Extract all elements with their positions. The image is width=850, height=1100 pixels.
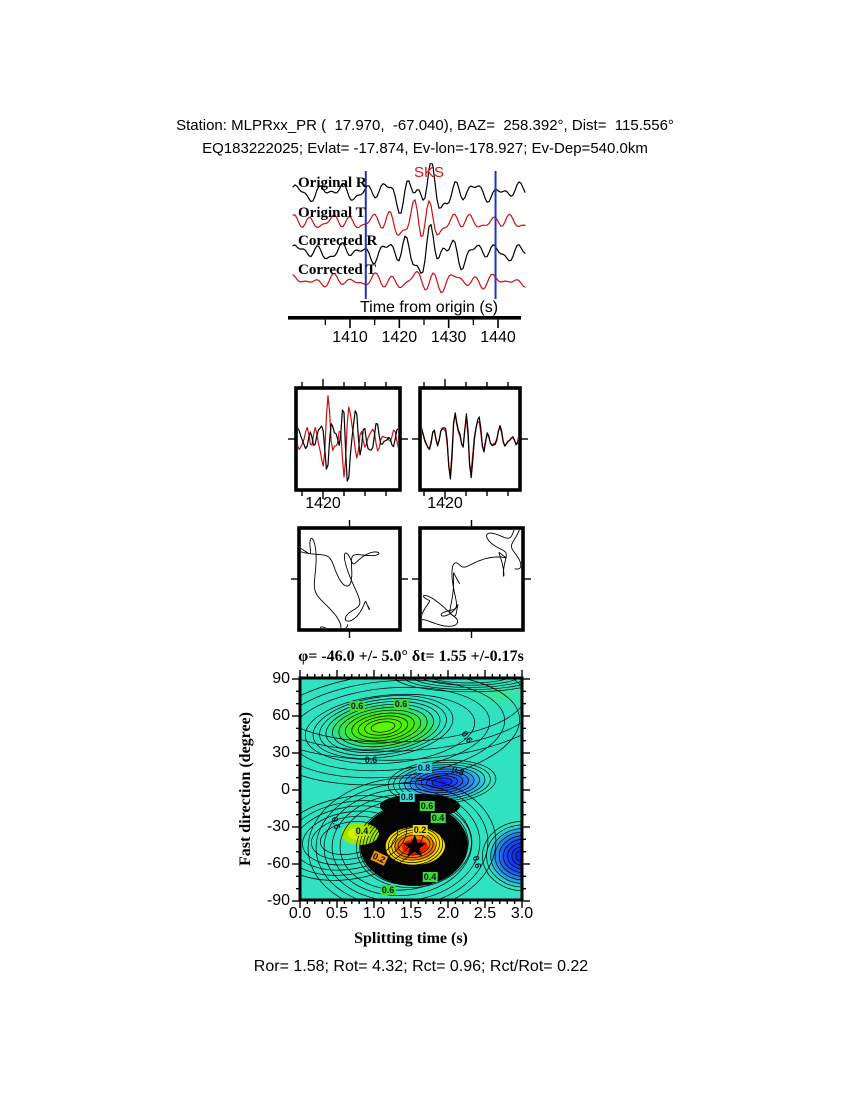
contour-xtick-label: 0.0	[288, 905, 312, 922]
station-title-line: Station: MLPRxx_PR ( 17.970, -67.040), BAZ= 258.392°, Dist= 115.556°	[176, 117, 674, 134]
contour-title: φ= -46.0 +/- 5.0° δt= 1.55 +/-0.17s	[298, 648, 524, 665]
time-axis-tick-label: 1440	[480, 329, 516, 346]
contour-level-label: 0.6	[364, 755, 378, 765]
zoom-right-tick-label: 1420	[427, 495, 463, 512]
particle-motion-box-1	[420, 528, 523, 630]
stats-line: Ror= 1.58; Rot= 4.32; Rct= 0.96; Rct/Rot= 0.22	[253, 958, 589, 975]
trace-label-corrected-r: Corrected R	[298, 233, 378, 249]
contour-level-label: 0.2	[371, 850, 387, 866]
contour-level-label: 0.4	[423, 872, 437, 882]
time-axis	[288, 316, 521, 328]
contour-ytick-label: 0	[281, 781, 290, 798]
contour-level-label: 0.8	[400, 792, 414, 802]
contour-ytick-label: 30	[272, 744, 290, 761]
contour-ytick-label: -60	[266, 855, 290, 872]
contour-xtick-label: 1.0	[362, 905, 386, 922]
particle-motion-content-1	[418, 519, 521, 632]
zoom-wave-content-1	[420, 413, 519, 479]
contour-ytick-label: -30	[266, 818, 290, 835]
contour-ytick-label: 90	[272, 670, 290, 687]
contour-level-label: 0.6	[350, 701, 364, 711]
contour-xtick-label: 1.5	[399, 905, 423, 922]
contour-level-label: 0.2	[413, 825, 427, 835]
contour-xtick-label: 0.5	[325, 905, 349, 922]
phase-label-sks: SKS	[413, 164, 445, 181]
contour-level-label: 0.6	[459, 729, 475, 745]
zoom-wave-box-0	[296, 388, 400, 490]
contour-level-label: 0.4	[431, 813, 445, 823]
contour-ytick-label: -90	[266, 892, 290, 909]
contour-level-label: 0.6	[420, 801, 434, 811]
contour-level-label: 0.6	[470, 854, 484, 870]
contour-level-label: 0.8	[450, 764, 466, 778]
trace-label-corrected-t: Corrected T	[298, 262, 377, 278]
green-maximum-blob	[321, 701, 445, 753]
time-axis-label: Time from origin (s)	[359, 299, 499, 316]
contour-xtick-label: 2.0	[436, 905, 460, 922]
zoom-left-tick-label: 1420	[305, 495, 341, 512]
contour-level-label: 0.6	[394, 699, 408, 709]
contour-level-label: 0.4	[355, 826, 369, 836]
trace-label-original-r: Original R	[298, 175, 367, 191]
trace-label-original-t: Original T	[298, 205, 366, 221]
contour-ylabel: Fast direction (degree)	[237, 711, 254, 867]
event-info-line: EQ183222025; Evlat= -17.874, Ev-lon=-178.927; Ev-Dep=540.0km	[202, 140, 648, 157]
time-axis-tick-label: 1410	[332, 329, 368, 346]
contour-xtick-label: 2.5	[473, 905, 497, 922]
contour-level-label: 0.6	[329, 815, 343, 831]
contour-ytick-label: 60	[272, 707, 290, 724]
zoom-wave-box-1	[420, 388, 520, 490]
contour-xtick-label: 3.0	[510, 905, 534, 922]
contour-xlabel: Splitting time (s)	[354, 930, 468, 947]
contour-level-label: 0.8	[417, 763, 431, 773]
zoom-wave-content-0	[296, 396, 398, 482]
contour-level-label: 0.6	[381, 885, 395, 895]
time-axis-tick-label: 1430	[430, 329, 467, 346]
time-axis-tick-label: 1420	[381, 329, 418, 346]
particle-motion-content-0	[290, 538, 379, 653]
